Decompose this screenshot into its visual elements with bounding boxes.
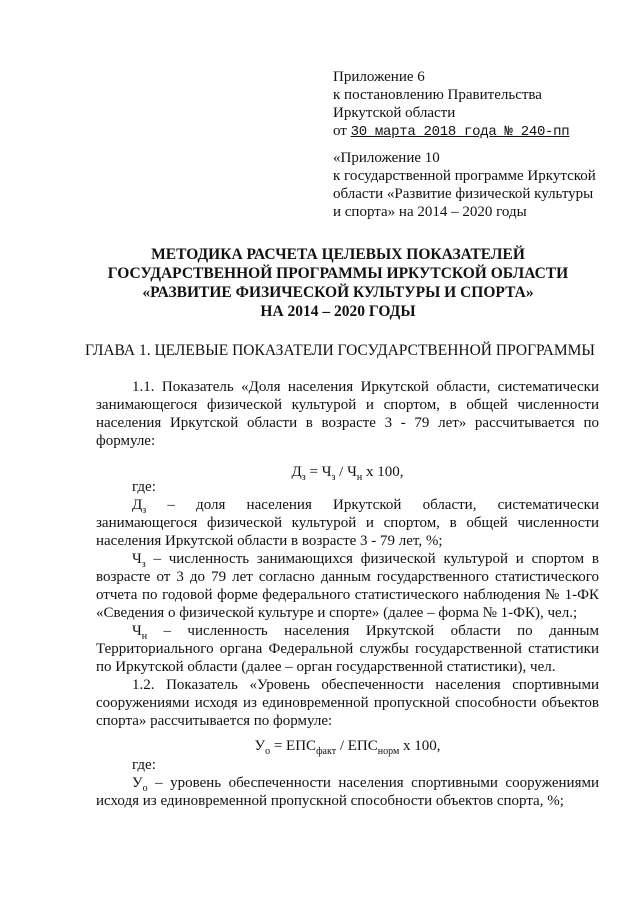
appendix-6-header	[333, 68, 613, 141]
definition-chn: $Ч_н$ – численность населения Иркутской области по данным Территориального органа Федеральной службы государственной статистики по Иркутской области (далее – орган государственной статистики), чел.	[96, 623, 599, 675]
section-1-1-intro	[96, 378, 599, 450]
title-line2: ГОСУДАРСТВЕННОЙ ПРОГРАММЫ ИРКУТСКОЙ ОБЛАСТИ	[107, 265, 569, 282]
appendix-10-line2: к государственной программе Иркутской	[333, 168, 596, 184]
appendix-10-header	[333, 149, 613, 221]
appendix-6-line3: Иркутской области	[333, 105, 456, 121]
appendix-10-line4: и спорта» на 2014 – 2020 годы	[333, 204, 527, 220]
section-1-1-paragraph: 1.1. Показатель «Доля населения Иркутской области, систематически занимающегося физической культурой и спортом, в общей численности населения Иркутской области в возрасте 3 - 79 лет» рассчитывается по формуле:	[96, 379, 599, 449]
formula-1: $Д_з = Ч_з / Ч_н$ х 100,	[291, 464, 404, 483]
appendix-6-line1: Приложение 6	[333, 69, 425, 85]
formula-2: $У_о = ЕПС_{факт} / ЕПС_{норм}$ х 100,	[254, 738, 441, 757]
definition-uo: $У_о$ – уровень обеспеченности населения спортивными сооружениями исходя из единовременной пропускной способности объектов спорта, %;	[96, 775, 599, 809]
appendix-10-line1: «Приложение 10	[333, 150, 440, 166]
appendix-6-date-prefix: от	[333, 123, 351, 139]
appendix-6-line2: к постановлению Правительства	[333, 87, 542, 103]
title-line1: МЕТОДИКА РАСЧЕТА ЦЕЛЕВЫХ ПОКАЗАТЕЛЕЙ	[151, 246, 525, 263]
section-1-2-definitions	[96, 774, 599, 810]
definition-chz: $Ч_з$ – численность занимающихся физической культурой и спортом в возрасте от 3 до 79 лет согласно данным государственного статистического отчета по годовой форме федерального статистического наблюдения № 1-ФК «Сведения о физической культуре и спорте» (далее – форма № 1-ФК), чел.;	[96, 551, 599, 621]
chapter-heading: ГЛАВА 1. ЦЕЛЕВЫЕ ПОКАЗАТЕЛИ ГОСУДАРСТВЕННОЙ ПРОГРАММЫ	[85, 342, 595, 359]
section-1-1-definitions	[96, 496, 599, 730]
document-title	[88, 245, 588, 321]
title-line3: «РАЗВИТИЕ ФИЗИЧЕСКОЙ КУЛЬТУРЫ И СПОРТА»	[142, 284, 534, 301]
section-1-2-paragraph: 1.2. Показатель «Уровень обеспеченности населения спортивными сооружениями исходя из единовременной пропускной способности объектов спорта» рассчитывается по формуле:	[96, 677, 599, 729]
where-label-1: где:	[132, 479, 156, 495]
where-label-2: где:	[132, 757, 156, 773]
appendix-6-line4	[333, 122, 613, 141]
definition-dz: $Д_з$ – доля населения Иркутской области, систематически занимающегося физической культурой и спортом, в общей численности населения Иркутской области в возрасте 3 - 79 лет, %;	[96, 497, 599, 549]
title-line4: НА 2014 – 2020 ГОДЫ	[260, 303, 416, 320]
resolution-date-number: 30 марта 2018 года № 240-пп	[350, 124, 570, 140]
appendix-10-line3: области «Развитие физической культуры	[333, 186, 594, 202]
